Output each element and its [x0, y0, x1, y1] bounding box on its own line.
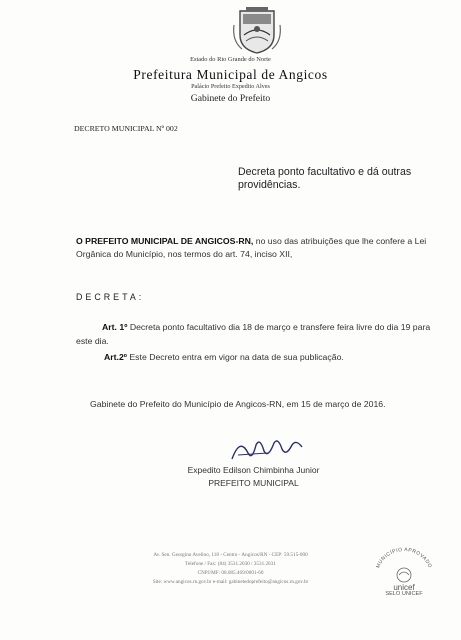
article-1 [76, 320, 441, 348]
article-1-label: Art. 1º [102, 322, 128, 332]
seal-brand-text: unicef [393, 583, 415, 592]
article-2 [104, 352, 434, 362]
svg-text:MUNICÍPIO APROVADO [375, 547, 433, 569]
seal-arc-text: MUNICÍPIO APROVADO [375, 546, 433, 570]
decreta-heading: DECRETA: [76, 292, 145, 302]
palace-line: Palácio Prefeito Expedito Alves [191, 83, 270, 90]
signer-name: Expedito Edilson Chimbinha Junior [187, 465, 320, 475]
signature-scribble-icon [228, 435, 308, 465]
coat-of-arms-icon [232, 5, 282, 55]
signer-role: PREFEITO MUNICIPAL [208, 478, 299, 488]
seal-tagline: SELO UNICEF [385, 591, 423, 597]
article-2-text: Este Decreto entra em vigor na data de sua publicação. [129, 352, 344, 362]
decree-ementa: Decreta ponto facultativo e dá outras providências. [238, 166, 412, 191]
closing-line: Gabinete do Prefeito do Município de Angicos-RN, em 15 de março de 2016. [90, 399, 386, 409]
preamble [76, 235, 441, 261]
preamble-lead: O PREFEITO MUNICIPAL DE ANGICOS-RN, [76, 236, 254, 246]
decree-number: DECRETO MUNICIPAL Nº 002 [74, 124, 178, 133]
cabinet-line: Gabinete do Prefeito [190, 93, 271, 104]
footer-phone: Telefone / Fax: (84) 3531.2030 / 3531.2031 [185, 561, 276, 567]
preamble-text: no uso das atribuições que lhe confere a Lei Orgânica do Município, nos termos do art. 74, inciso XII, [76, 236, 427, 259]
unicef-seal-icon [368, 545, 440, 597]
footer-address: Av. Sen. Georgino Avelino, 118 - Centro - Angicos/RN - CEP: 59.515-000 [153, 552, 308, 558]
state-line: Estado do Rio Grande do Norte [190, 56, 271, 63]
footer-site-email: Site: www.angicos.rn.gov.br e-mail: gabinetedoprefeito@angicos.rn.gov.br [152, 579, 309, 585]
article-2-label: Art.2º [104, 352, 127, 362]
footer-cnpj: CNPJ/MF: 08.085.469/0001-60 [197, 570, 264, 576]
prefeitura-title: Prefeitura Municipal de Angicos [133, 67, 328, 82]
article-1-text: Decreta ponto facultativo dia 18 de março e transfere feira livre do dia 19 para este dia. [76, 322, 431, 346]
